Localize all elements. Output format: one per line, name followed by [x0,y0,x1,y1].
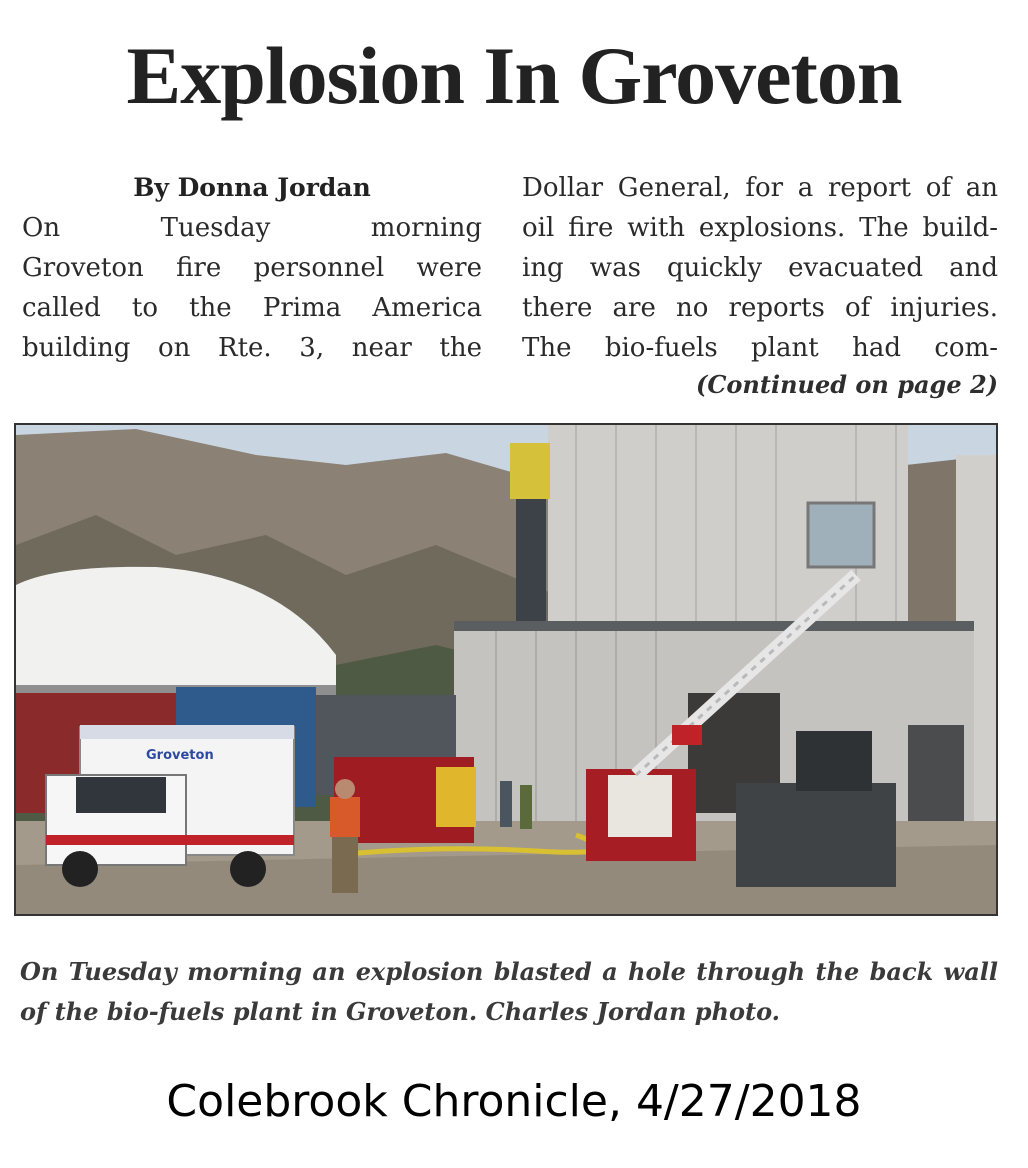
article-line: oil fire with explosions. The build- [522,213,998,243]
article-column-right [522,168,998,402]
stair-tower [516,499,546,629]
firefighter-pants [332,837,358,893]
dumpster-hopper [796,731,872,791]
photo-scene [16,425,996,914]
person-1 [500,781,512,827]
firefighter-head [335,779,355,799]
byline: By Donna Jordan [133,173,371,202]
person-2 [520,785,532,829]
roof-line [454,621,974,631]
ambulance-label: Groveton [146,748,214,763]
news-photo [14,423,998,916]
ladder-base [672,725,702,745]
ambulance-windshield [76,777,166,813]
article-line: On Tuesday morning [22,213,482,243]
ambulance-lights [80,725,294,739]
ladder-truck-panel [608,775,672,837]
continued-note: (Continued on page 2) [695,370,998,399]
headline: Explosion In Groveton [126,30,902,121]
firefighter-jacket [330,797,360,837]
dumpster [736,783,896,887]
yellow-scaffold [510,443,550,499]
article-line: Groveton fire personnel were [22,253,482,283]
article-line: building on Rte. 3, near the [22,333,482,363]
article-line: called to the Prima America [22,293,482,323]
article-line: there are no reports of injuries. [522,293,998,323]
engine-chevrons [436,767,476,827]
article-line: Dollar General, for a report of an [522,173,998,203]
source-line: Colebrook Chronicle, 4/27/2018 [166,1076,862,1127]
article-body [22,168,998,404]
wheel-rear [230,851,266,887]
ambulance-stripe [46,835,294,845]
article-line: The bio-fuels plant had com- [522,333,998,363]
photo-caption: On Tuesday morning an explosion blasted a hole through the back wall of the bio-fuels plant in Groveton. Charles Jordan photo. [20,957,998,1026]
article-line: ing was quickly evacuated and [522,253,998,283]
wheel-front [62,851,98,887]
article-column-left [22,168,482,368]
building-window [808,503,874,567]
side-door [908,725,964,835]
